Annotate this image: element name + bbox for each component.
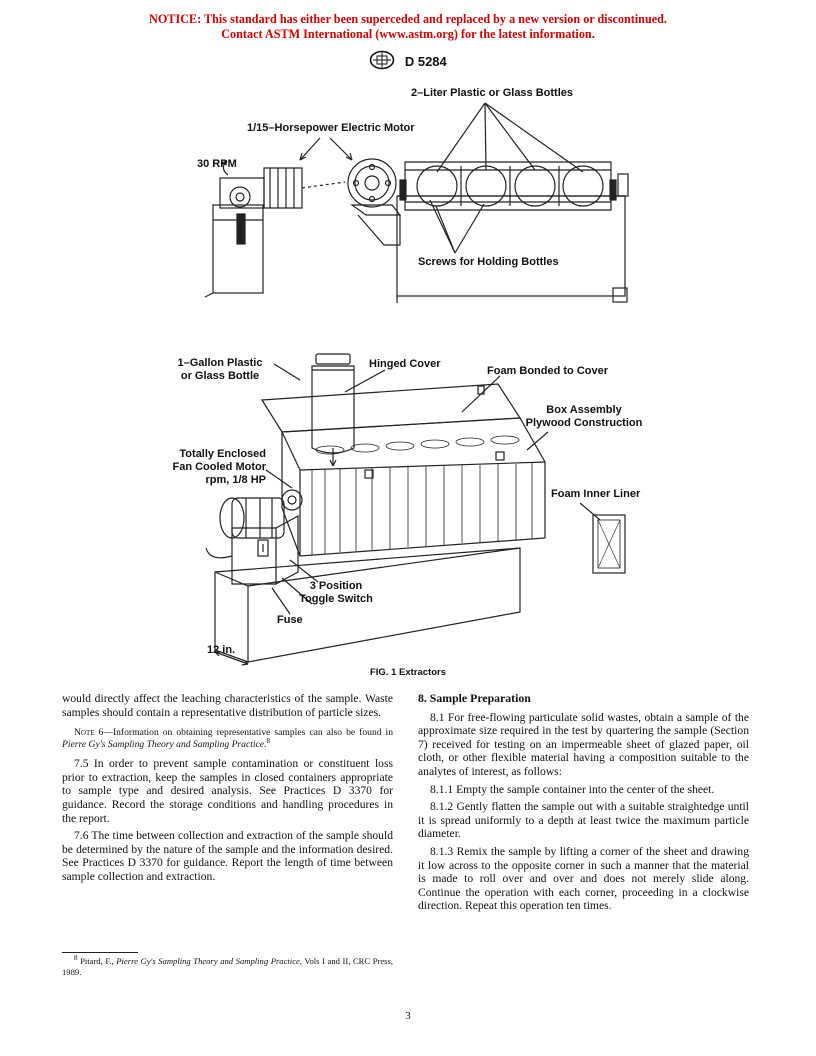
footnote-rule <box>62 952 138 953</box>
notice-line-1: NOTICE: This standard has either been superceded and replaced by a new version or discontinued. <box>149 12 667 26</box>
note-book-title: Pierre Gy's Sampling Theory and Sampling Practice <box>62 739 265 751</box>
right-column <box>418 692 749 917</box>
label-box-line-1: Box Assembly <box>546 404 622 416</box>
label-foam-inner-liner: Foam Inner Liner <box>551 488 641 500</box>
label-2-liter-bottles: 2–Liter Plastic or Glass Bottles <box>411 87 574 99</box>
label-30-rpm: 30 RPM <box>197 158 237 170</box>
label-12-in: 12 in. <box>207 644 236 656</box>
paragraph-continuation: would directly affect the leaching characteristics of the sample. Waste samples should contain a representative distribution of particle sizes. <box>62 692 393 719</box>
paragraph-8-1-1: 8.1.1 Empty the sample container into the center of the sheet. <box>430 782 715 796</box>
label-enclosed-line-3: rpm, 1/8 HP <box>205 474 266 486</box>
label-enclosed-line-1: Totally Enclosed <box>179 448 266 460</box>
page-number: 3 <box>405 1010 411 1022</box>
label-fuse: Fuse <box>277 614 303 626</box>
box-extractor-drawing <box>206 354 625 665</box>
label-gallon-line-2: or Glass Bottle <box>180 370 260 382</box>
label-box-line-2: Plywood Construction <box>525 417 643 429</box>
footnote-author: Pitard, F., <box>77 956 117 966</box>
paragraph-7-5: 7.5 In order to prevent sample contamination or constituent loss prior to extraction, keep the samples in closed containers appropriate to sample type and desired analysis. See Practices D 3370 for guidance. Record the storage conditions and handling procedures in the report. <box>62 757 393 825</box>
label-toggle-line-2: Toggle Switch <box>299 593 373 605</box>
label-gallon-line-1: 1–Gallon Plastic <box>177 357 263 369</box>
note-footnote-ref: 8 <box>266 737 270 745</box>
label-gallon-bottle <box>170 357 270 383</box>
left-column <box>62 692 393 888</box>
figure-caption: FIG. 1 Extractors <box>369 667 447 678</box>
label-screws: Screws for Holding Bottles <box>418 256 559 268</box>
footnote-publisher: , Vols I and II, CRC Press, 1989. <box>62 956 393 977</box>
label-hinged-cover: Hinged Cover <box>369 358 441 370</box>
paragraph-8-1-2: 8.1.2 Gently flatten the sample out with a suitable straightedge until it is spread uniformly to a depth at least twice the maximum particle diameter. <box>418 800 749 841</box>
paragraph-8-1: 8.1 For free-flowing particulate solid wastes, obtain a sample of the approximate size required in the test by quartering the sample (Section 7) received for testing on an impermeable sheet of glazed paper, oil cloth, or other flexible material having a composition suitable to the analytes of interest, as follows: <box>418 710 749 778</box>
label-enclosed-line-2: Fan Cooled Motor <box>172 461 266 473</box>
note-text: —Information on obtaining representative samples can also be found in <box>103 727 393 739</box>
footnote-number: 8 <box>74 954 78 963</box>
footnote-8 <box>62 956 393 978</box>
label-foam-bonded: Foam Bonded to Cover <box>487 365 609 377</box>
label-box-assembly <box>516 404 652 430</box>
section-heading: 8. Sample Preparation <box>418 691 531 705</box>
label-electric-motor: 1/15–Horsepower Electric Motor <box>247 122 415 134</box>
notice-line-2: Contact ASTM International (www.astm.org) for the latest information. <box>221 27 595 41</box>
note-6 <box>62 727 393 751</box>
footnote-title: Pierre Gy's Sampling Theory and Sampling Practice <box>116 956 300 966</box>
label-toggle-switch <box>293 580 379 606</box>
paragraph-7-6: 7.6 The time between collection and extraction of the sample should be determined by the nature of the sample and the information desired. See Practices D 3370 for guidance. Report the length of time between sample collection and extraction. <box>62 829 393 883</box>
label-enclosed-motor <box>154 448 266 487</box>
note-end: . <box>264 739 267 751</box>
standard-designation: D 5284 <box>404 54 447 69</box>
label-toggle-line-1: 3 Position <box>309 580 363 592</box>
note-label: Note 6 <box>74 727 104 739</box>
paragraph-8-1-3: 8.1.3 Remix the sample by lifting a corner of the sheet and drawing it low across to the opposite corner in such a manner that the material is made to roll over and over and does not merely slide along. Continue the operation with each corner, proceeding in a clockwise direction. Repeat this operation ten times. <box>418 844 749 913</box>
